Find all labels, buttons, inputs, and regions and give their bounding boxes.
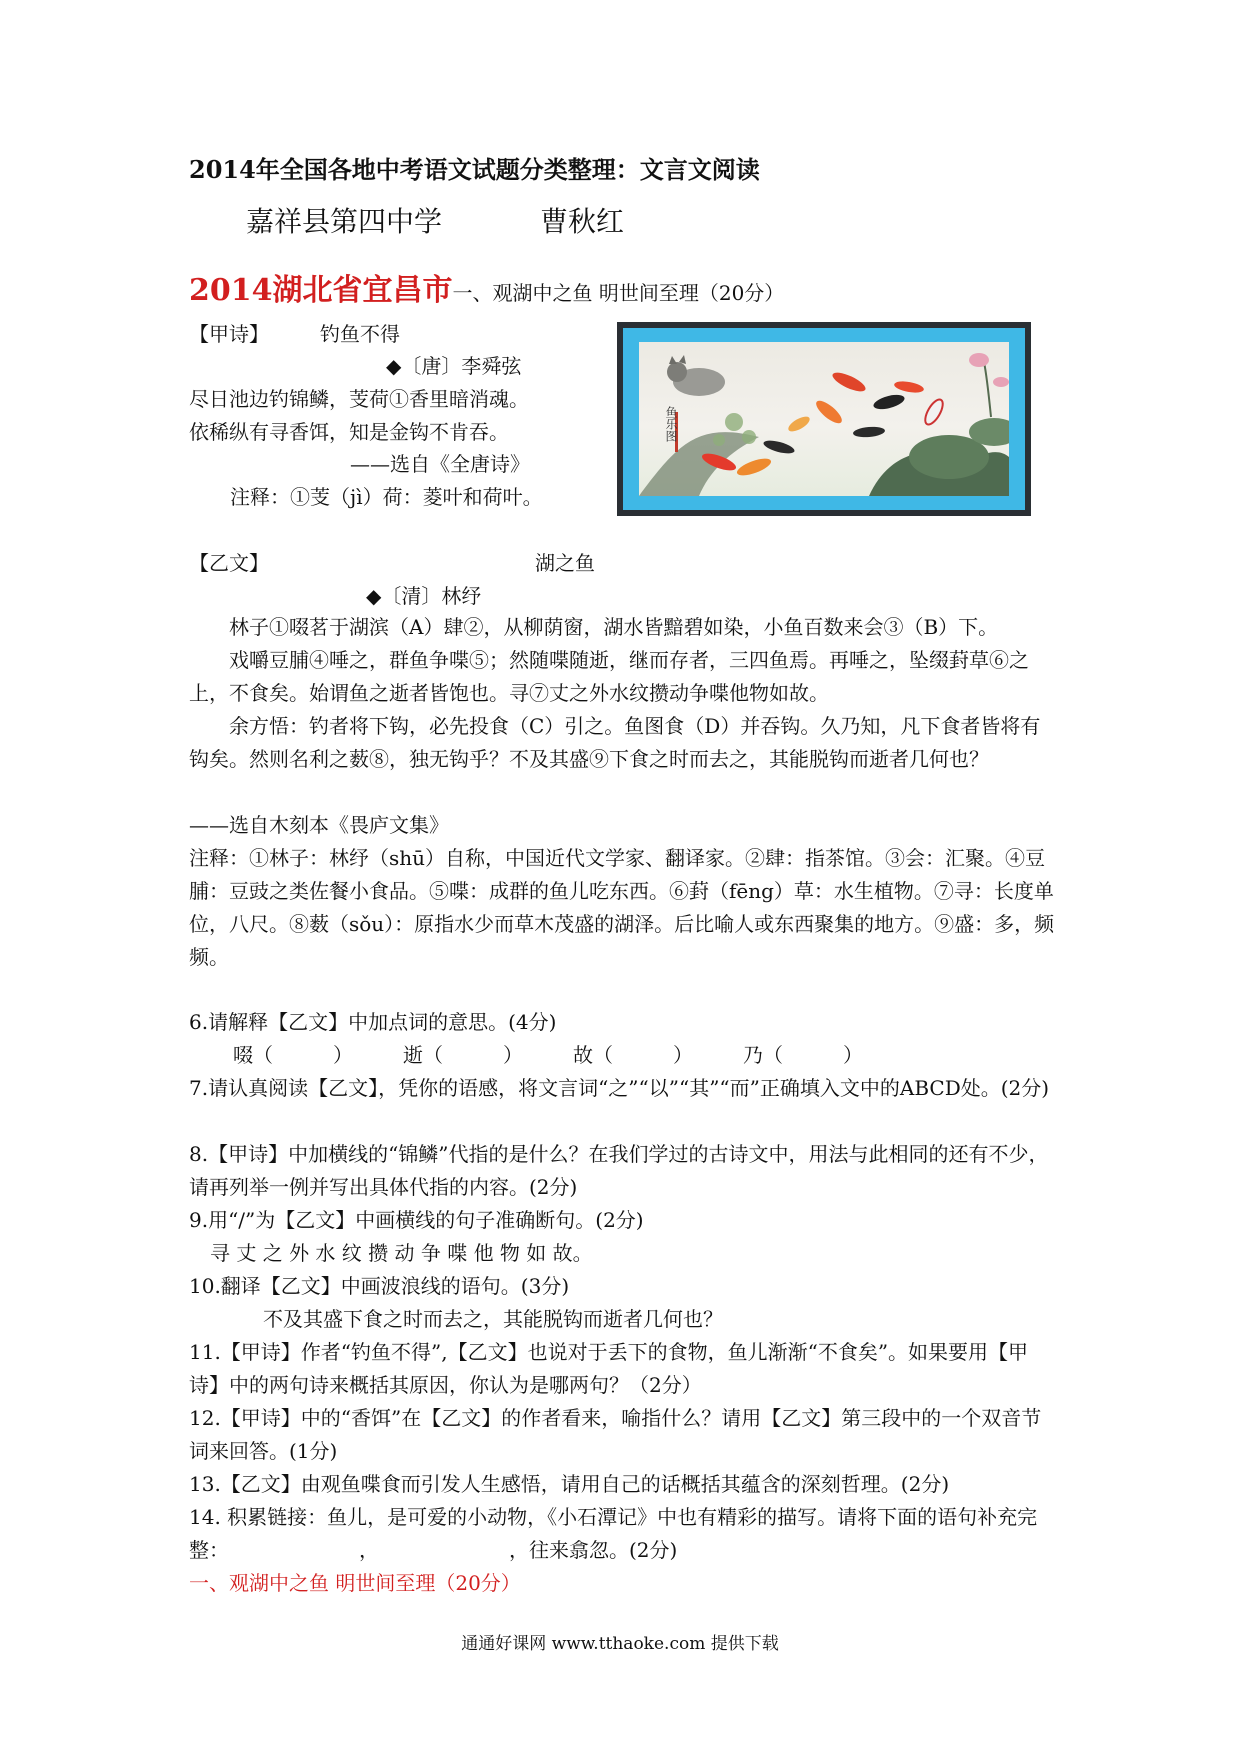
question-11: 11.【甲诗】作者“钓鱼不得”,【乙文】也说对于丢下的食物，鱼儿渐渐“不食矣”。如果要用【甲诗】中的两句诗来概括其原因，你认为是哪两句？（2分） bbox=[189, 1340, 1029, 1397]
painting-canvas bbox=[639, 342, 1009, 496]
poem-line-2: 依稀纵有寻香饵，知是金钩不肯吞。 bbox=[189, 420, 509, 444]
prose-tag: 【乙文】 bbox=[189, 551, 269, 575]
author-name: 曹秋红 bbox=[540, 205, 625, 238]
poem-source: ——选自《全唐诗》 bbox=[350, 452, 530, 476]
question-6-blanks: 啜（ ） 逝（ ） 故（ ） 乃（ ） bbox=[233, 1043, 863, 1067]
prose-paragraph-2: 戏嚼豆脯④唾之，群鱼争喋⑤；然随喋随逝，继而存者，三四鱼焉。再唾之，坠缀葑草⑥之上，不食矣。始谓鱼之逝者皆饱也。寻⑦丈之外水纹攒动争喋他物如故。 bbox=[189, 648, 1029, 705]
prose-paragraph-1: 林子①啜茗于湖滨（A）肆②，从柳荫窗，湖水皆黯碧如染，小鱼百数来会③（B）下。 bbox=[229, 615, 999, 639]
question-6: 6.请解释【乙文】中加点词的意思。(4分) bbox=[189, 1010, 557, 1034]
section-heading bbox=[189, 265, 784, 309]
answer-heading: 一、观湖中之鱼 明世间至理（20分） bbox=[189, 1571, 521, 1595]
poem-line-1: 尽日池边钓锦鳞，芰荷①香里暗消魂。 bbox=[189, 387, 529, 411]
question-10-sentence: 不及其盛下食之时而去之，其能脱钩而逝者几何也？ bbox=[263, 1307, 723, 1331]
school-name: 嘉祥县第四中学 bbox=[246, 205, 443, 238]
question-9: 9.用“/”为【乙文】中画横线的句子准确断句。(2分) bbox=[189, 1208, 644, 1232]
question-8: 8.【甲诗】中加横线的“锦鳞”代指的是什么？在我们学过的古诗文中，用法与此相同的还有不少，请再列举一例并写出具体代指的内容。(2分) bbox=[189, 1142, 1049, 1199]
painting-seal: 鱼乐图 bbox=[664, 406, 678, 442]
region-label: 2014湖北省宜昌市 bbox=[189, 273, 453, 308]
poem-note: 注释：①芰（jì）荷：菱叶和荷叶。 bbox=[230, 485, 543, 509]
koi-painting bbox=[617, 322, 1031, 516]
poem-tag: 【甲诗】 bbox=[189, 322, 269, 346]
prose-author: ◆〔清〕林纾 bbox=[366, 584, 482, 608]
prose-title: 湖之鱼 bbox=[535, 551, 595, 575]
prose-source: ——选自木刻本《畏庐文集》 bbox=[189, 813, 449, 837]
question-13: 13.【乙文】由观鱼喋食而引发人生感悟，请用自己的话概括其蕴含的深刻哲理。(2分) bbox=[189, 1472, 950, 1496]
question-10: 10.翻译【乙文】中画波浪线的语句。(3分) bbox=[189, 1274, 570, 1298]
prose-notes: 注释：①林子：林纾（shū）自称，中国近代文学家、翻译家。②肆：指茶馆。③会：汇聚。④豆脯：豆豉之类佐餐小食品。⑤喋：成群的鱼儿吃东西。⑥葑（fēng）草：水生植物。⑦寻：长度单位，八尺。⑧薮（sǒu）：原指水少而草木茂盛的湖泽。后比喻人或东西聚集的地方。⑨盛：多，频频。 bbox=[189, 846, 1055, 969]
painting-mat bbox=[623, 328, 1025, 510]
poem-author: ◆〔唐〕李舜弦 bbox=[386, 354, 522, 378]
question-12: 12.【甲诗】中的“香饵”在【乙文】的作者看来，喻指什么？请用【乙文】第三段中的一个双音节词来回答。(1分) bbox=[189, 1406, 1042, 1463]
question-9-sentence: 寻 丈 之 外 水 纹 攒 动 争 喋 他 物 如 故。 bbox=[210, 1241, 593, 1265]
section-title: 一、观湖中之鱼 明世间至理（20分） bbox=[452, 281, 785, 305]
prose-paragraph-3: 余方悟：钓者将下钩，必先投食（C）引之。鱼图食（D）并吞钩。久乃知，凡下食者皆将有钩矣。然则名利之薮⑧，独无钩乎？不及其盛⑨下食之时而去之，其能脱钩而逝者几何也？ bbox=[189, 714, 1041, 771]
koi-fish-illustration bbox=[639, 342, 1009, 496]
question-7: 7.请认真阅读【乙文】，凭你的语感，将文言词“之”“以”“其”“而”正确填入文中的ABCD处。(2分) bbox=[189, 1076, 1050, 1100]
document-title: 2014年全国各地中考语文试题分类整理：文言文阅读 bbox=[189, 155, 760, 184]
poem-title: 钓鱼不得 bbox=[320, 322, 400, 346]
page-footer: 通通好课网 www.tthaoke.com 提供下载 bbox=[461, 1634, 779, 1654]
question-14: 14. 积累链接：鱼儿，是可爱的小动物，《小石潭记》中也有精彩的描写。请将下面的语句补充完整： ， ，往来翕忽。(2分) bbox=[189, 1505, 1038, 1562]
